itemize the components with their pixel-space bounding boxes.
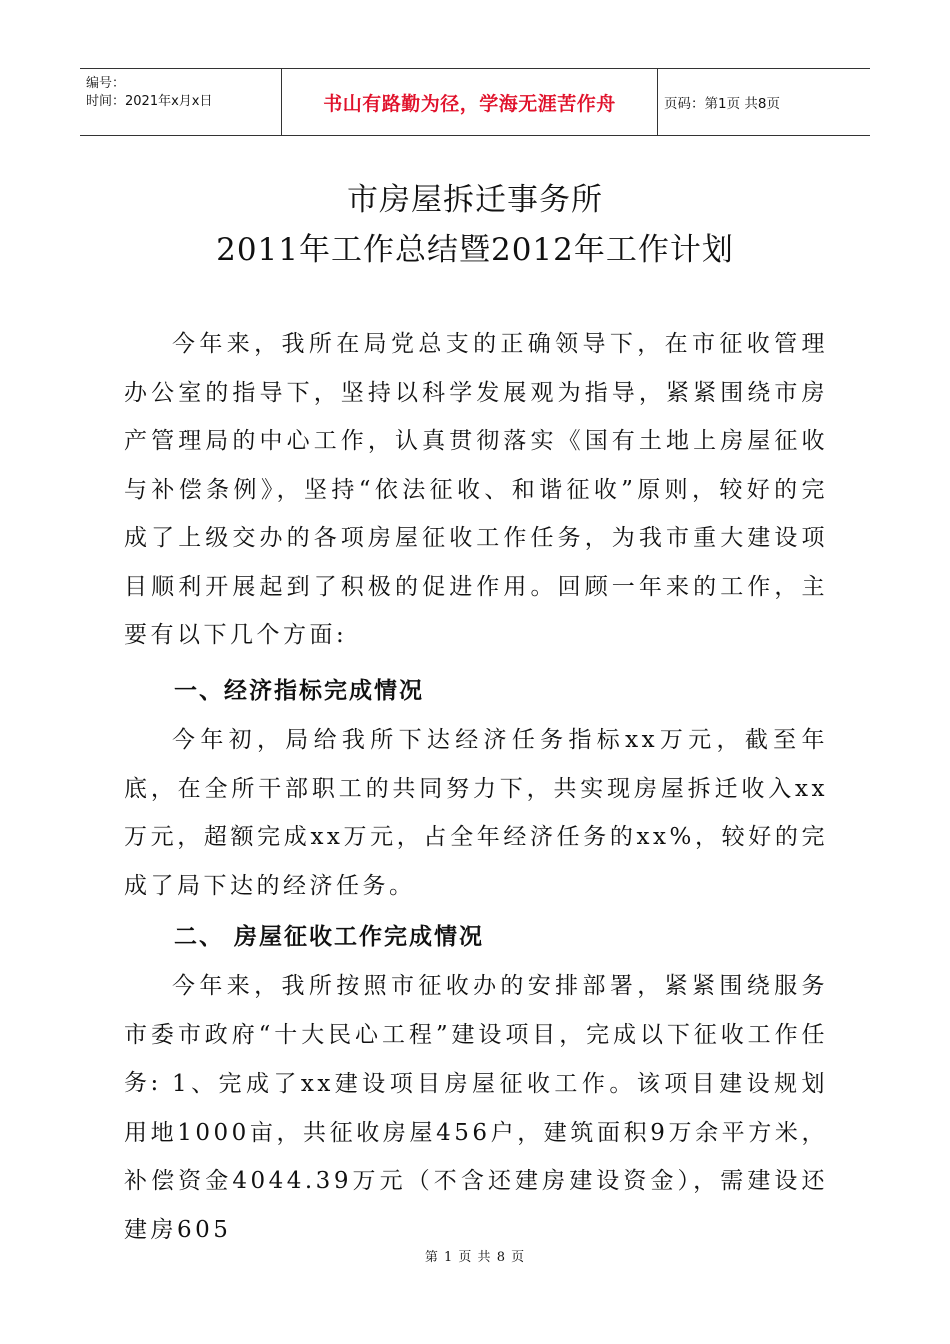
document-subtitle: 2011年工作总结暨2012年工作计划 (216, 232, 734, 268)
document-date-label: 时间：2021年x月x日 (86, 94, 213, 109)
header-motto: 书山有路勤为径，学海无涯苦作舟 (323, 92, 616, 115)
document-title: 市房屋拆迁事务所 (347, 182, 603, 218)
header-meta-cell (80, 69, 282, 135)
header-table (80, 68, 870, 136)
expropriation-paragraph: 今年来，我所按照市征收办的安排部署，紧紧围绕服务市委市政府“十大民心工程”建设项目，完成以下征收工作任务: (124, 973, 828, 1096)
document-number-label: 编号： (86, 76, 126, 91)
section-heading-expropriation: 二、 房屋征收工作完成情况 (174, 923, 485, 950)
header-motto-cell (282, 69, 658, 135)
intro-paragraph: 今年来，我所在局党总支的正确领导下，在市征收管理办公室的指导下，坚持以科学发展观为指导，紧紧围绕市房产管理局的中心工作，认真贯彻落实《国有土地上房屋征收与补偿条例》，坚持“依法征收、和谐征收”原则，较好的完成了上级交办的各项房屋征收工作任务，为我市重大建设项目顺利开展起到了积极的促进作用。回顾一年来的工作，主要有以下几个方面: (124, 331, 828, 648)
header-page-info: 页码：第1页 共8页 (664, 96, 780, 112)
page-footer: 第 1 页 共 8 页 (424, 1250, 526, 1265)
header-page-cell (658, 69, 870, 135)
section-heading-economic: 一、经济指标完成情况 (174, 677, 424, 704)
economic-paragraph: 今年初，局给我所下达经济任务指标xx万元，截至年底，在全所干部职工的共同努力下，共实现房屋拆迁收入xx万元，超额完成xx万元，占全年经济任务的xx%，较好的完成了局下达的经济任务。 (124, 727, 828, 899)
item-1-paragraph: 1、完成了xx建设项目房屋征收工作。该项目建设规划用地1000亩，共征收房屋456户，建筑面积9万余平方米，补偿资金4044.39万元（不含还建房建设资金），需建设还建房605 (124, 1071, 828, 1243)
